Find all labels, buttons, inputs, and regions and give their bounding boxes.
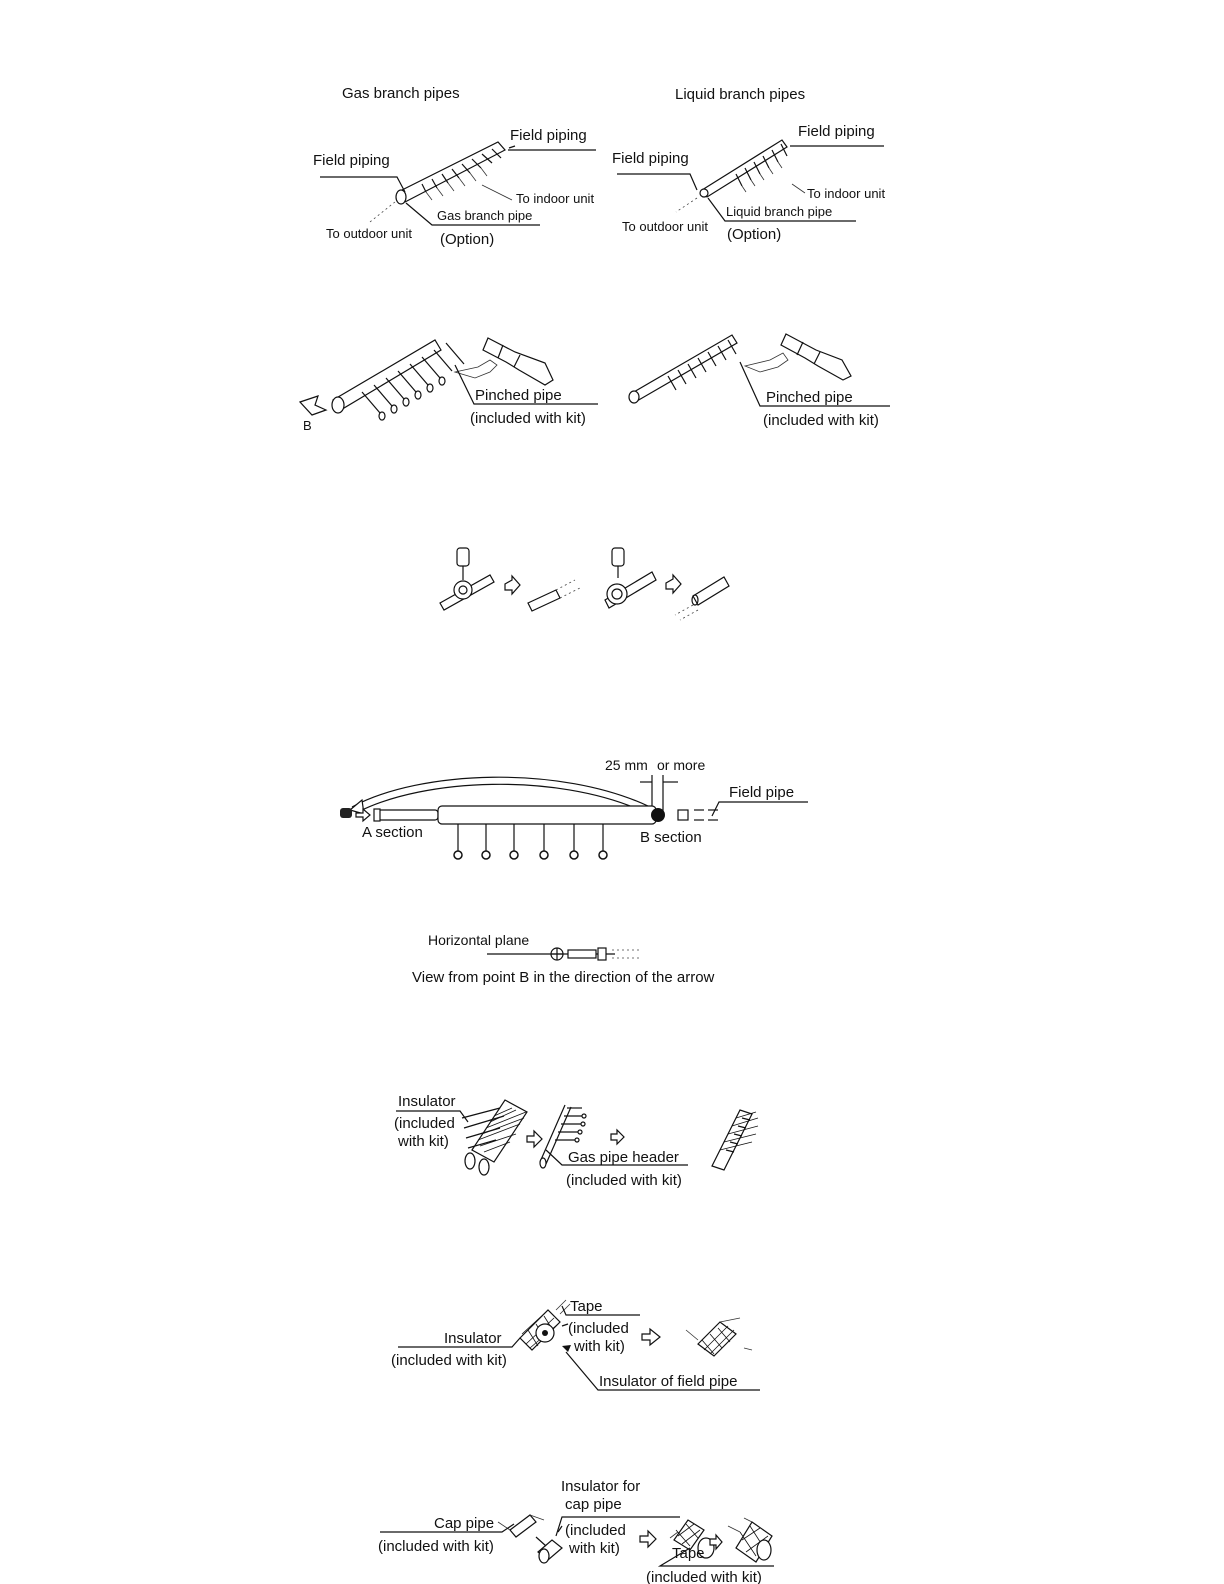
liquid-to-outdoor-label: To outdoor unit [622,219,709,234]
figure-branch-pipes [313,85,885,248]
figure-tape-insulator [391,1298,760,1390]
insulator-of-field-pipe-label: Insulator of field pipe [599,1373,738,1390]
cap-pipe-included-label: (included with kit) [378,1538,494,1555]
liquid-field-piping-right-label: Field piping [798,123,875,140]
right-pinched-pipe-label: Pinched pipe [766,389,853,406]
gas-pipe-header-included-label: (included with kit) [566,1172,682,1189]
b-section-cap [651,808,665,822]
gas-field-piping-left-label: Field piping [313,152,390,169]
dimension-label: 25 mm [605,757,648,773]
figure-header-sections [340,757,808,859]
or-more-label: or more [657,757,706,773]
insulator-included-label-1: (included [394,1115,455,1132]
gas-branch-pipe-label: Gas branch pipe [437,208,533,223]
b-section-label: B section [640,829,702,846]
gas-to-outdoor-label: To outdoor unit [326,226,413,241]
liquid-to-indoor-label: To indoor unit [807,186,886,201]
liquid-field-piping-left-label: Field piping [612,150,689,167]
gas-field-piping-right-label: Field piping [510,127,587,144]
liquid-branch-pipe-label: Liquid branch pipe [726,204,833,219]
tape-label: Tape [570,1298,603,1315]
cap-pipe-label: Cap pipe [434,1515,495,1532]
liquid-branch-pipes-title: Liquid branch pipes [675,86,806,103]
figure-valve-sequence [440,548,729,620]
left-pinched-included-label: (included with kit) [470,410,586,427]
field-pipe-label: Field pipe [729,784,795,801]
insulator-cap-included-label-2: with kit) [569,1540,620,1557]
insulator-included-label-2: with kit) [398,1133,449,1150]
gas-branch-pipes-title: Gas branch pipes [342,85,460,102]
figure-horizontal-plane [412,932,715,986]
view-from-label: View from point B in the direction of the arrow [412,969,715,986]
left-pinched-pipe-label: Pinched pipe [475,387,562,404]
figure-cap-pipe-insulation [378,1478,774,1584]
liquid-header-drawing [676,140,787,212]
figure-gas-header-insulator [394,1093,758,1189]
gas-pipe-header-label: Gas pipe header [568,1149,679,1166]
a-section-label: A section [362,824,423,841]
gas-to-indoor-label: To indoor unit [516,191,595,206]
tape-label-fig8: Tape [672,1545,705,1562]
right-pinched-included-label: (included with kit) [763,412,879,429]
liquid-option-label: (Option) [727,226,782,243]
gas-option-label: (Option) [440,231,495,248]
tape-included-label-1: (included [568,1320,629,1337]
insulator-included-label-fig7: (included with kit) [391,1352,507,1369]
insulator-cap-included-label-1: (included [565,1522,626,1539]
cap-pipe-sub-label: cap pipe [565,1496,622,1513]
insulator-label-fig7: Insulator [444,1330,502,1347]
insulator-for-label: Insulator for [561,1478,641,1495]
tape-included-label-fig8: (included with kit) [646,1569,762,1584]
tape-included-label-2: with kit) [574,1338,625,1355]
insulator-label: Insulator [398,1093,456,1110]
horizontal-plane-label: Horizontal plane [428,932,530,948]
point-b-label: B [303,418,312,433]
figure-pinched-pipes [300,334,890,433]
